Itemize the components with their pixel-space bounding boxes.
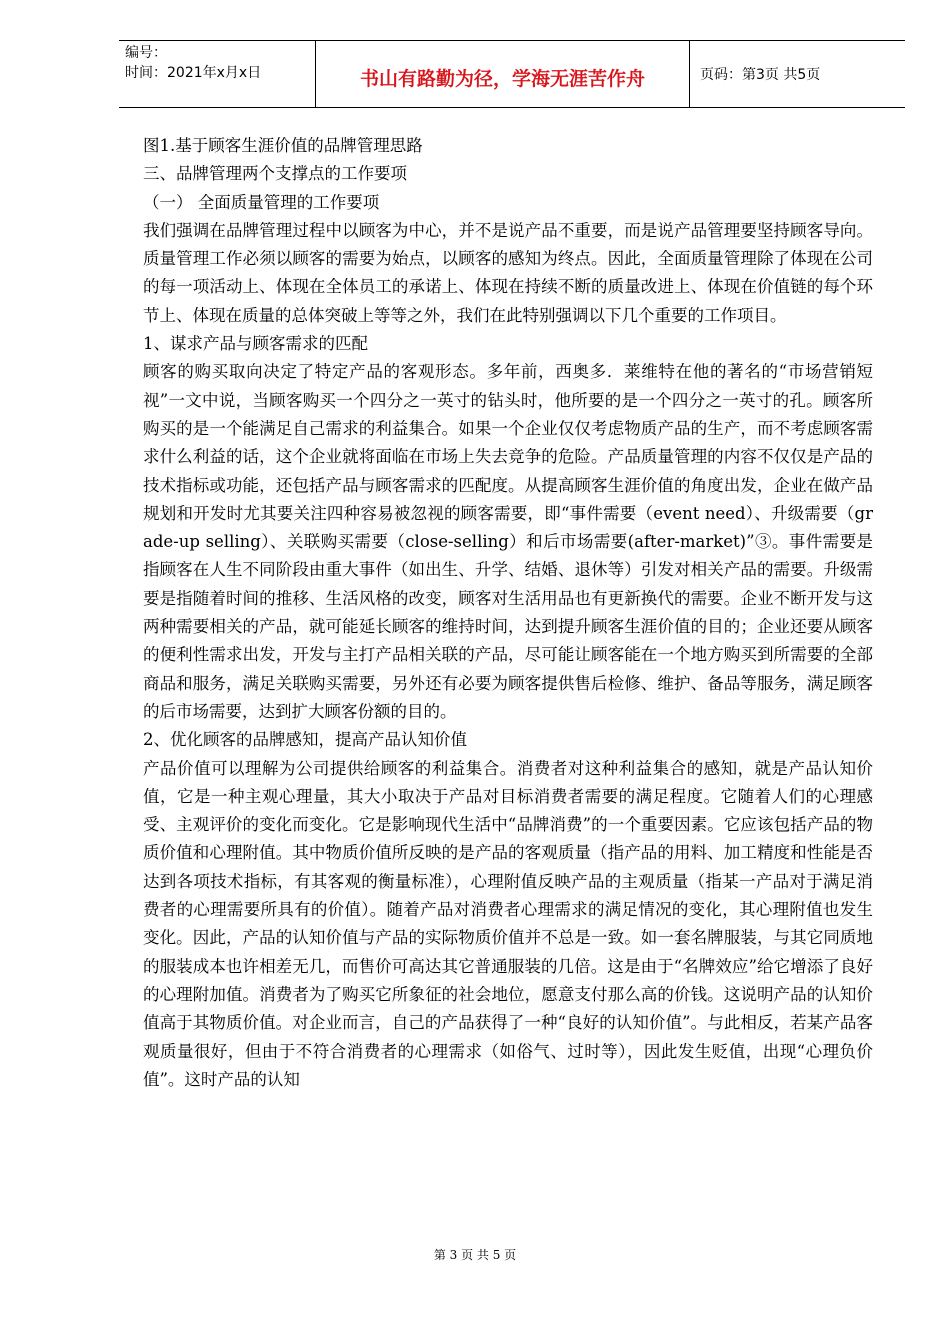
figure-caption: 图1.基于顾客生涯价值的品牌管理思路 — [143, 136, 423, 155]
document-time-label: 时间：2021年x月x日 — [125, 65, 262, 81]
subsection-heading: （一） 全面质量管理的工作要项 — [143, 192, 380, 212]
paragraph: 产品价值可以理解为公司提供给顾客的利益集合。消费者对这种利益集合的感知，就是产品认知价值，它是一种主观心理量，其大小取决于产品对目标消费者需要的满足程度。它随着人们的心理感受、主观评价的变化而变化。它是影响现代生活中“品牌消费”的一个重要因素。它应该包括产品的物质价值和心理附值。其中物质价值所反映的是产品的客观质量（指产品的用料、加工精度和性能是否达到各项技术指标，有其客观的衡量标准），心理附值反映产品的主观质量（指某一产品对于满足消费者的心理需要所具有的价值）。随着产品对消费者心理需求的满足情况的变化，其心理附值也发生变化。因此，产品的认知价值与产品的实际物质价值并不总是一致。如一套名牌服装，与其它同质地的服装成本也许相差无几，而售价可高达其它普通服装的几倍。这是由于“名牌效应”给它增添了良好的心理附加值。消费者为了购买它所象征的社会地位，愿意支付那么高的价钱。这说明产品的认知价值高于其物质价值。对企业而言，自己的产品获得了一种“良好的认知价值”。与此相反，若某产品客观质量很好，但由于不符合消费者的心理需求（如俗气、过时等），因此发生贬值，出现“心理负价值”。这时产品的认知 — [143, 758, 873, 1089]
page-header — [119, 40, 905, 108]
header-motto: 书山有路勤为径，学海无涯苦作舟 — [316, 41, 690, 107]
document-body — [143, 132, 873, 1094]
section-heading: 三、品牌管理两个支撑点的工作要项 — [143, 164, 407, 184]
document-number-label: 编号： — [125, 45, 167, 61]
item-heading: 2、优化顾客的品牌感知，提高产品认知价值 — [143, 730, 467, 750]
header-page-number: 页码：第3页 共5页 — [700, 67, 821, 83]
header-meta-cell — [119, 41, 316, 107]
paragraph: 顾客的购买取向决定了特定产品的客观形态。多年前，西奥多．莱维特在他的著名的“市场营销短视”一文中说，当顾客购买一个四分之一英寸的钻头时，他所要的是一个四分之一英寸的孔。顾客所购买的是一个能满足自己需求的利益集合。如果一个企业仅仅考虑物质产品的生产，而不考虑顾客需求什么利益的话，这个企业就将面临在市场上失去竞争的危险。产品质量管理的内容不仅仅是产品的技术指标或功能，还包括产品与顾客需求的匹配度。从提高顾客生涯价值的角度出发，企业在做产品规划和开发时尤其要关注四种容易被忽视的顾客需要，即“事件需要（event need）、升级需要（grade-up selling）、关联购买需要（close-selling）和后市场需要(after-market)”③。事件需要是指顾客在人生不同阶段由重大事件（如出生、升学、结婚、退休等）引发对相关产品的需要。升级需要是指随着时间的推移、生活风格的改变，顾客对生活用品也有更新换代的需要。企业不断开发与这两种需要相关的产品，就可能延长顾客的维持时间，达到提升顾客生涯价值的目的；企业还要从顾客的便利性需求出发，开发与主打产品相关联的产品，尽可能让顾客能在一个地方购买到所需要的全部商品和服务，满足关联购买需要，另外还有必要为顾客提供售后检修、维护、备品等服务，满足顾客的后市场需要，达到扩大顾客份额的目的。 — [143, 362, 873, 721]
page-footer: 第 3 页 共 5 页 — [433, 1248, 517, 1262]
item-heading: 1、谋求产品与顾客需求的匹配 — [143, 334, 368, 354]
paragraph: 我们强调在品牌管理过程中以顾客为中心，并不是说产品不重要，而是说产品管理要坚持顾客导向。质量管理工作必须以顾客的需要为始点，以顾客的感知为终点。因此，全面质量管理除了体现在公司的每一项活动上、体现在全体员工的承诺上、体现在持续不断的质量改进上、体现在价值链的每个环节上、体现在质量的总体突破上等等之外，我们在此特别强调以下几个重要的工作项目。 — [143, 220, 873, 325]
